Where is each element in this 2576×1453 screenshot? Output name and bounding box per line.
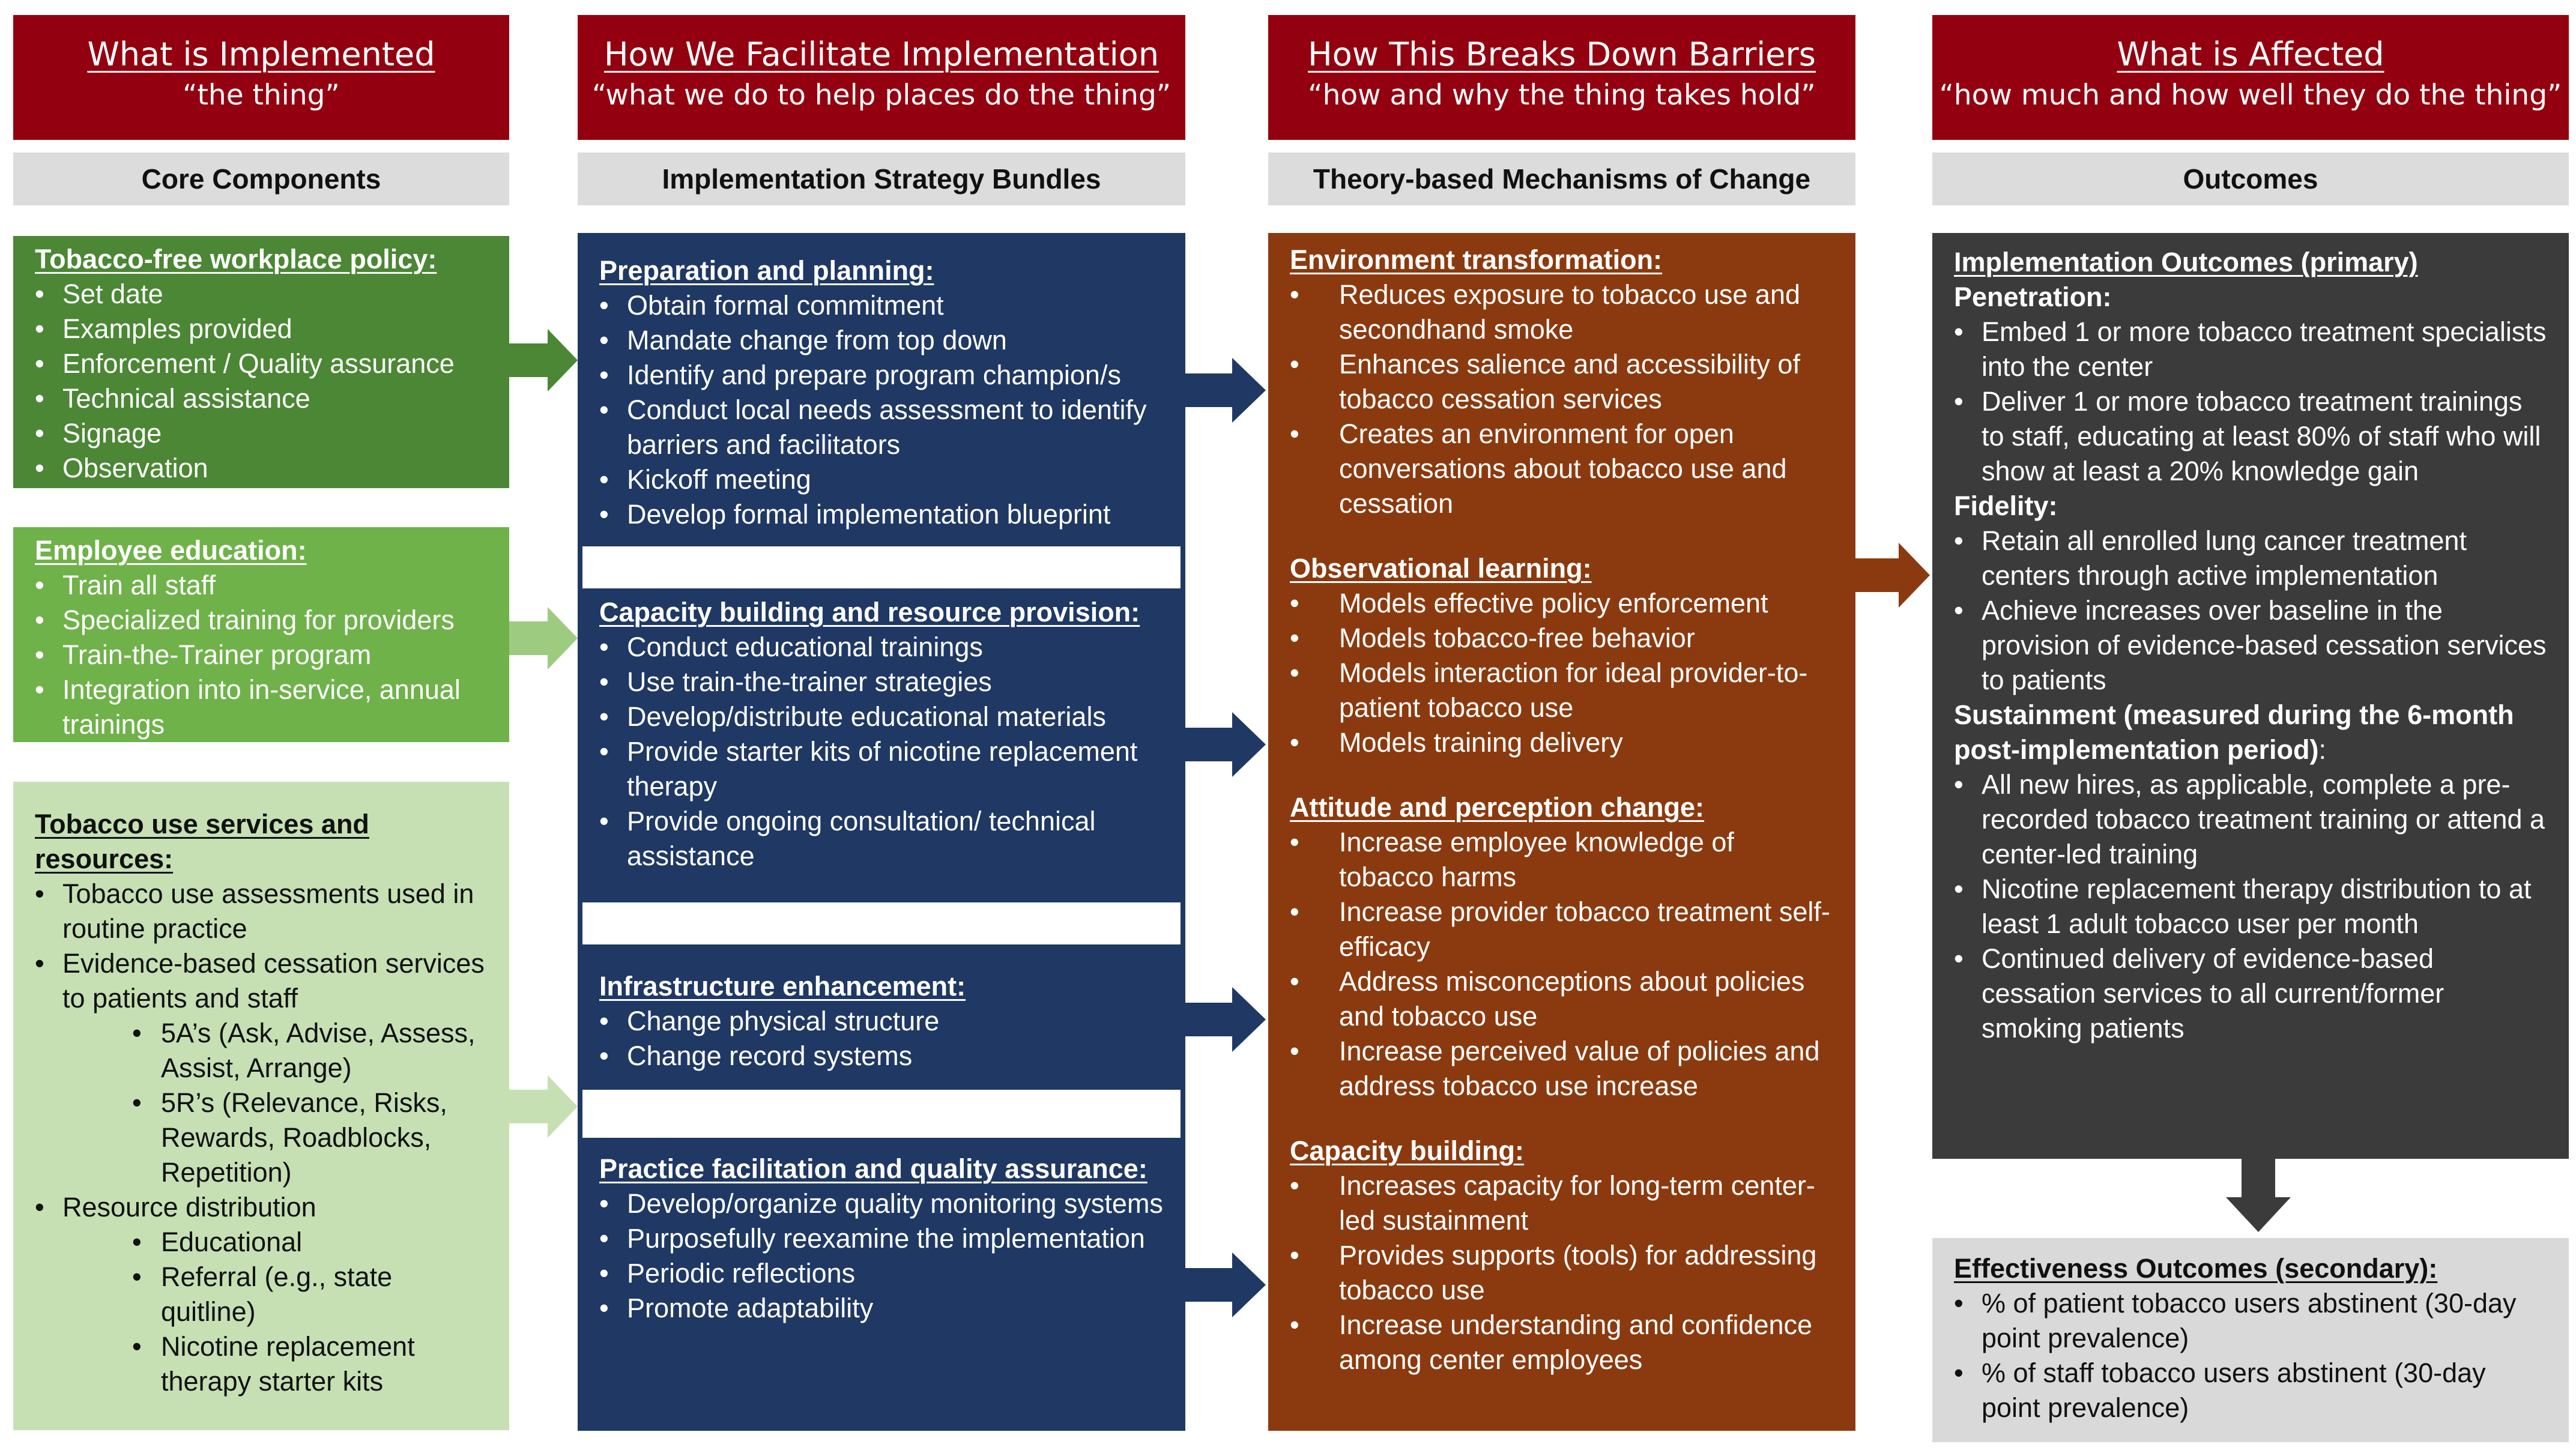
list-item: • Increase understanding and confidence among center employees	[1290, 1308, 1835, 1377]
list-item: • Increase perceived value of policies and address tobacco use increase	[1290, 1034, 1835, 1104]
list-item: • Embed 1 or more tobacco treatment specialists into the center	[1954, 315, 2548, 384]
list-item: • Train-the-Trainer program	[35, 638, 489, 672]
list-subitem: • 5R’s (Relevance, Risks, Rewards, Roadblocks, Repetition)	[35, 1086, 489, 1190]
list-item: • Address misconceptions about policies and tobacco use	[1290, 964, 1835, 1034]
list-item: • Models effective policy enforcement	[1290, 586, 1835, 621]
list-item: • Provides supports (tools) for addressing tobacco use	[1290, 1238, 1835, 1308]
component-title: Tobacco-free workplace policy:	[35, 244, 437, 274]
list-item: • Kickoff meeting	[599, 462, 1165, 497]
list-item: • Provide ongoing consultation/ technical assistance	[599, 804, 1165, 874]
list-item: • Continued delivery of evidence-based cessation services to all current/former smoking patients	[1954, 941, 2548, 1046]
column-subtitle: “how much and how well they do the thing”	[1939, 78, 2562, 112]
list-item: • Increase provider tobacco treatment self-efficacy	[1290, 895, 1835, 964]
column-subtitle: “the thing”	[183, 78, 340, 112]
arrow-down-icon	[2226, 1159, 2291, 1232]
outcome-title: Effectiveness Outcomes (secondary):	[1954, 1253, 2438, 1284]
sustainment-label: Sustainment (measured during the 6-month post-implementation period)	[1954, 699, 2514, 765]
strategy-title: Capacity building and resource provision:	[599, 597, 1140, 627]
mechanism-title: Environment transformation:	[1290, 244, 1663, 275]
column-title: What is Affected	[2117, 35, 2384, 73]
list-item: • Develop formal implementation blueprint	[599, 497, 1165, 532]
column-subtitle: “what we do to help places do the thing”	[591, 78, 1172, 112]
list-item: • Models interaction for ideal provider-to-patient tobacco use	[1290, 656, 1835, 725]
list-item: • Purposefully reexamine the implementation	[599, 1221, 1165, 1256]
list-item: • Observation	[35, 451, 489, 486]
list-item: • Conduct educational trainings	[599, 630, 1165, 665]
list-item: • Train all staff	[35, 568, 489, 603]
list-item: • Evidence-based cessation services to patients and staff	[35, 946, 489, 1016]
list-item: • Achieve increases over baseline in the provision of evidence-based cessation services to patients	[1954, 593, 2548, 698]
list-item: • Models tobacco-free behavior	[1290, 621, 1835, 656]
arrow-right-icon	[1185, 712, 1266, 777]
list-subitem: • Educational	[35, 1225, 489, 1260]
column-title: What is Implemented	[87, 35, 435, 73]
list-item: • Increases capacity for long-term center-led sustainment	[1290, 1168, 1835, 1238]
list-item: • Set date	[35, 277, 489, 312]
list-item: • Technical assistance	[35, 381, 489, 416]
strategy-title: Practice facilitation and quality assurance:	[599, 1153, 1147, 1184]
band-mechanisms: Theory-based Mechanisms of Change	[1268, 153, 1855, 205]
mechanism-title: Attitude and perception change:	[1290, 792, 1705, 823]
list-subitem: • 5A’s (Ask, Advise, Assess, Assist, Arrange)	[35, 1016, 489, 1086]
arrow-right-icon	[509, 329, 578, 391]
list-item: • Specialized training for providers	[35, 603, 489, 638]
list-item: • Models training delivery	[1290, 725, 1835, 760]
column-title: How We Facilitate Implementation	[603, 35, 1160, 73]
list-item: • Tobacco use assessments used in routine practice	[35, 877, 489, 946]
list-item: • % of patient tobacco users abstinent (30-day point prevalence)	[1954, 1286, 2548, 1356]
list-item: • Develop/organize quality monitoring systems	[599, 1186, 1165, 1221]
band-core-components: Core Components	[13, 153, 509, 205]
arrow-right-icon	[1855, 543, 1930, 608]
list-item: • Periodic reflections	[599, 1256, 1165, 1291]
mechanism-title: Observational learning:	[1290, 553, 1592, 584]
outcome-label: Fidelity:	[1954, 491, 2058, 521]
band-outcomes: Outcomes	[1932, 153, 2569, 205]
list-item: • Mandate change from top down	[599, 323, 1165, 358]
list-item: • Integration into in-service, annual trainings	[35, 672, 489, 742]
list-item: • % of staff tobacco users abstinent (30-day point prevalence)	[1954, 1356, 2548, 1425]
arrow-right-icon	[1185, 358, 1266, 423]
list-item: • Enforcement / Quality assurance	[35, 346, 489, 381]
outcome-title: Implementation Outcomes (primary)	[1954, 247, 2418, 277]
list-item: • Conduct local needs assessment to identify barriers and facilitators	[599, 393, 1165, 462]
list-item: • Examples provided	[35, 312, 489, 346]
list-item: • Signage	[35, 416, 489, 451]
list-item: • All new hires, as applicable, complete a pre-recorded tobacco treatment training or attend a center-led training	[1954, 767, 2548, 872]
list-item: • Retain all enrolled lung cancer treatment centers through active implementation	[1954, 524, 2548, 593]
list-item: • Increase employee knowledge of tobacco harms	[1290, 825, 1835, 895]
strategy-title: Preparation and planning:	[599, 255, 934, 286]
list-item: • Reduces exposure to tobacco use and secondhand smoke	[1290, 277, 1835, 347]
column-title: How This Breaks Down Barriers	[1308, 35, 1816, 73]
list-item: • Resource distribution	[35, 1190, 489, 1225]
list-item: • Creates an environment for open conversations about tobacco use and cessation	[1290, 417, 1835, 521]
list-item: • Identify and prepare program champion/s	[599, 358, 1165, 393]
mechanism-title: Capacity building:	[1290, 1135, 1525, 1166]
column-subtitle: “how and why the thing takes hold”	[1308, 78, 1816, 112]
list-item: • Nicotine replacement therapy distribution to at least 1 adult tobacco user per month	[1954, 872, 2548, 941]
list-item: • Change record systems	[599, 1039, 1165, 1074]
list-item: • Use train-the-trainer strategies	[599, 665, 1165, 699]
arrow-right-icon	[1185, 1252, 1266, 1317]
arrow-right-icon	[509, 1075, 578, 1138]
list-item: • Promote adaptability	[599, 1291, 1165, 1326]
outcome-label: Penetration:	[1954, 282, 2112, 312]
component-title: Employee education:	[35, 535, 307, 566]
strategy-title: Infrastructure enhancement:	[599, 971, 966, 1001]
band-strategy-bundles: Implementation Strategy Bundles	[578, 153, 1185, 205]
list-item: • Provide starter kits of nicotine replacement therapy	[599, 734, 1165, 804]
list-item: • Develop/distribute educational materials	[599, 699, 1165, 734]
list-item: • Enhances salience and accessibility of tobacco cessation services	[1290, 347, 1835, 417]
arrow-right-icon	[509, 607, 578, 669]
list-item: • Obtain formal commitment	[599, 288, 1165, 323]
list-item: • Deliver 1 or more tobacco treatment trainings to staff, educating at least 80% of staff who will show at least a 20% knowledge gain	[1954, 384, 2548, 489]
list-item: • Change physical structure	[599, 1004, 1165, 1039]
component-title: Tobacco use services and resources:	[35, 809, 369, 874]
list-subitem: • Referral (e.g., state quitline)	[35, 1260, 489, 1329]
arrow-right-icon	[1185, 987, 1266, 1052]
sustainment-colon: :	[2318, 734, 2327, 765]
list-subitem: • Nicotine replacement therapy starter kits	[35, 1329, 489, 1399]
